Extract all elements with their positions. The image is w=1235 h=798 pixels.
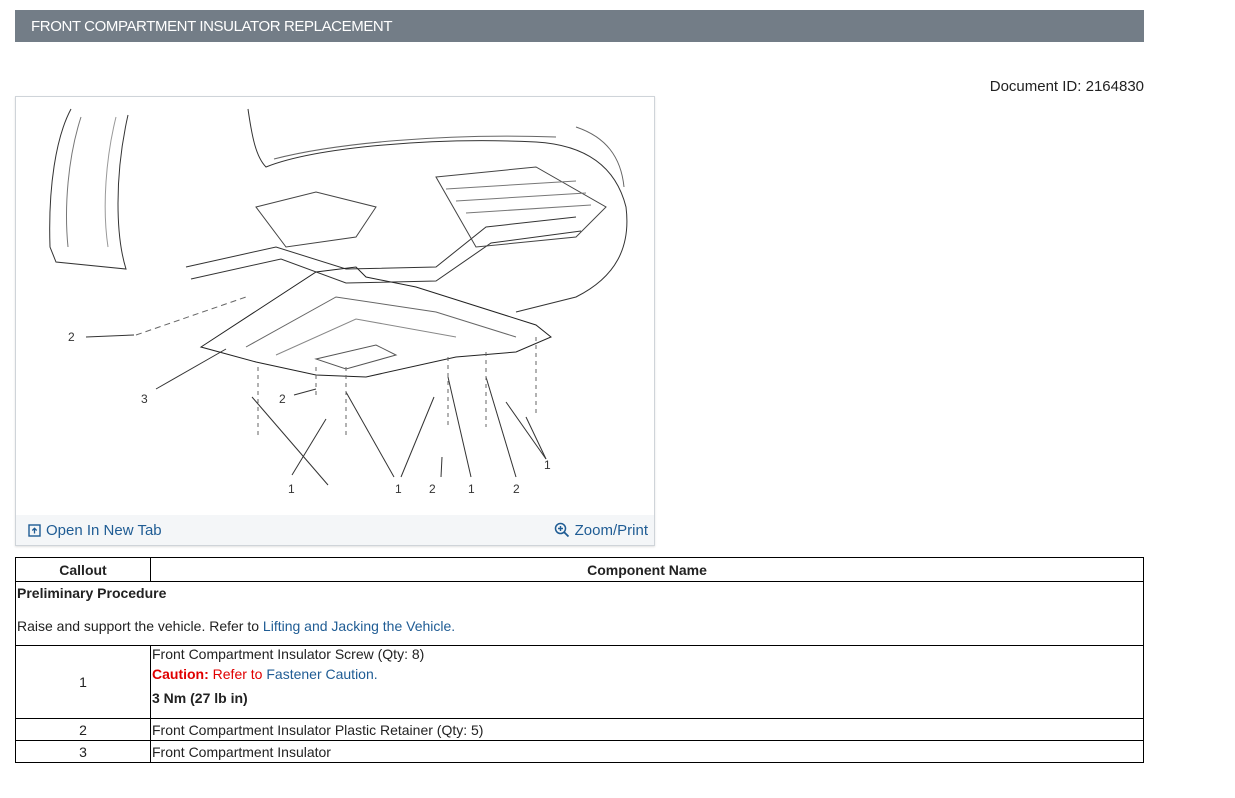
caution-label: Caution: (152, 666, 209, 682)
preliminary-period: . (451, 618, 456, 634)
illustration-panel (15, 96, 655, 546)
component-name: Front Compartment Insulator Screw (Qty: 8) (152, 646, 425, 662)
callout-label: 1 (468, 482, 475, 496)
table-row (16, 646, 1144, 719)
preliminary-cell (16, 582, 1144, 646)
page-title: FRONT COMPARTMENT INSULATOR REPLACEMENT (31, 17, 393, 35)
page-title-bar (15, 10, 1144, 42)
component-name: Front Compartment Insulator Plastic Retainer (Qty: 5) (151, 719, 1144, 741)
caution-line (152, 666, 1142, 682)
callout-label: 1 (544, 458, 551, 472)
callout-label: 2 (279, 392, 286, 406)
callout-label: 2 (429, 482, 436, 496)
open-in-new-tab-label: Open In New Tab (46, 521, 162, 539)
callout-header: Callout (16, 558, 151, 582)
zoom-print-link[interactable] (554, 522, 648, 539)
torque-spec: 3 Nm (27 lb in) (152, 690, 248, 706)
table-row (16, 719, 1144, 741)
component-name-header: Component Name (151, 558, 1144, 582)
table-header-row (16, 558, 1144, 582)
insulator-illustration[interactable] (16, 97, 654, 517)
table-row (16, 741, 1144, 763)
component-cell (151, 646, 1144, 719)
illustration-toolbar (16, 515, 654, 545)
component-table (15, 557, 1144, 763)
callout-number: 3 (16, 741, 151, 763)
callout-label: 2 (68, 330, 75, 344)
preliminary-heading: Preliminary Procedure (17, 585, 167, 601)
callout-label: 1 (395, 482, 402, 496)
caution-period: . (373, 666, 378, 682)
callout-label: 3 (141, 392, 148, 406)
caution-text: Refer to (208, 666, 267, 682)
open-new-tab-icon (28, 524, 41, 537)
preliminary-row (16, 582, 1144, 646)
document-id: Document ID: 2164830 (989, 78, 1144, 95)
callout-number: 2 (16, 719, 151, 741)
preliminary-instruction: Raise and support the vehicle. Refer to (17, 618, 263, 634)
callout-label: 2 (513, 482, 520, 496)
callout-label: 1 (288, 482, 295, 496)
zoom-print-label: Zoom/Print (574, 521, 648, 539)
fastener-caution-link[interactable]: Fastener Caution (266, 666, 374, 682)
zoom-in-icon (554, 522, 570, 538)
preliminary-text (17, 618, 1142, 634)
component-name: Front Compartment Insulator (151, 741, 1144, 763)
lifting-jacking-link[interactable]: Lifting and Jacking the Vehicle (262, 618, 452, 634)
callout-number: 1 (16, 646, 151, 719)
open-in-new-tab-link[interactable] (28, 522, 162, 539)
